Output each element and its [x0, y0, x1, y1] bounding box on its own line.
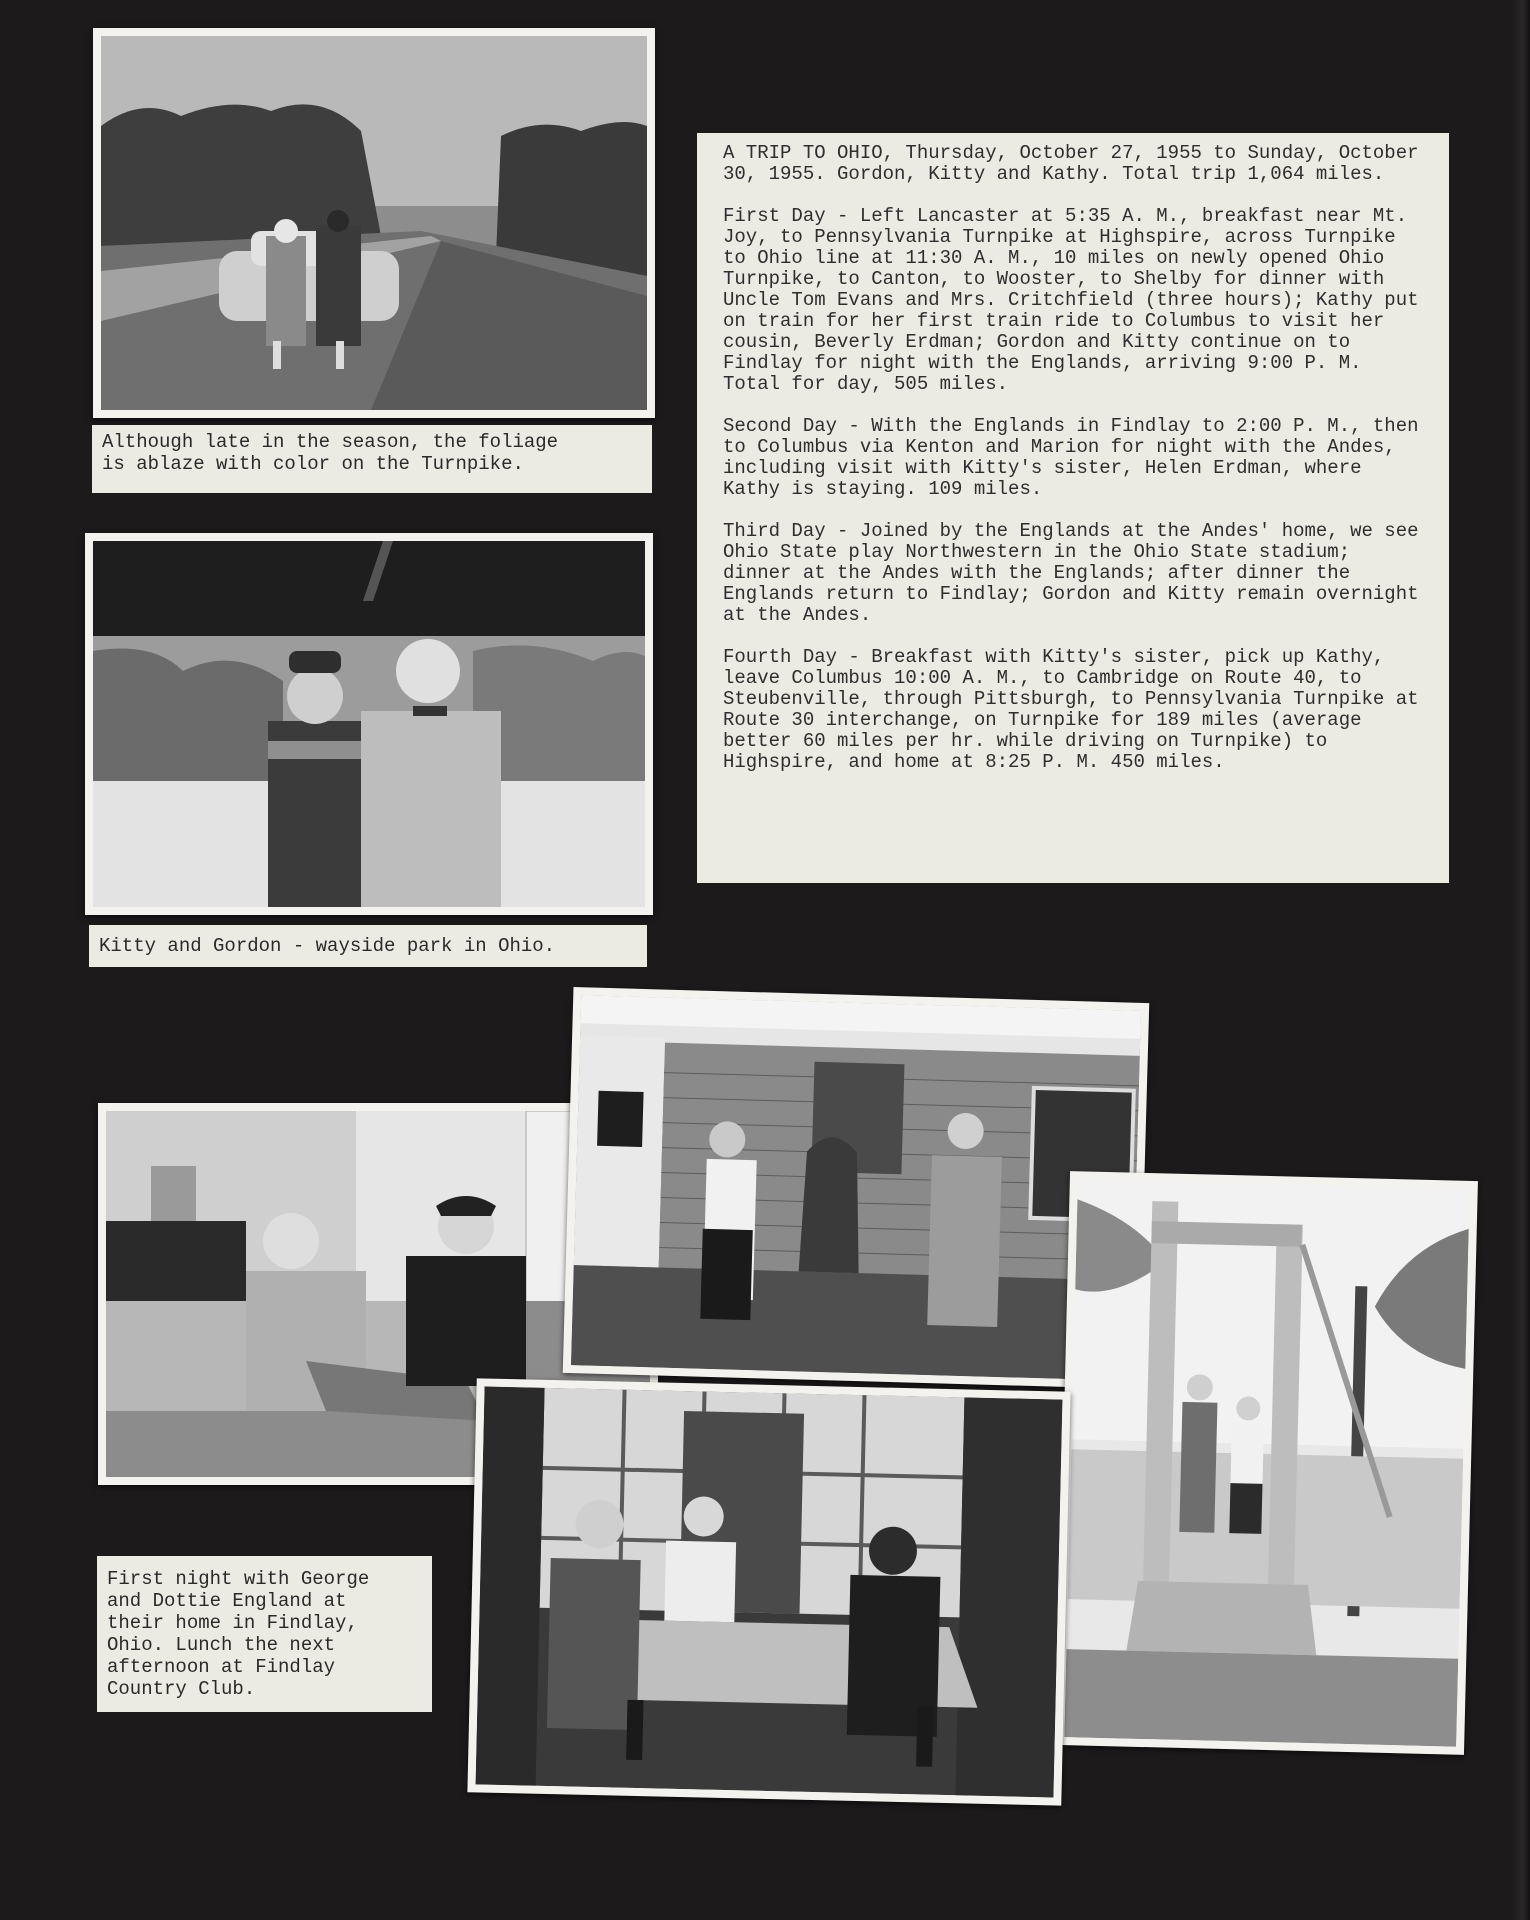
caption-turnpike: Although late in the season, the foliage is ablaze with color on the Turnpike. [92, 425, 652, 493]
brick-house-image [571, 995, 1141, 1380]
turnpike-scene-image [101, 36, 647, 410]
photo-turnpike-car [93, 28, 655, 418]
trip-summary-paragraph: A TRIP TO OHIO, Thursday, October 27, 1955 to Sunday, October 30, 1955. Gordon, Kitty and Kathy. Total trip 1,064 miles. [723, 142, 1419, 185]
wayside-park-image [93, 541, 645, 907]
lunch-scene-image [476, 1386, 1063, 1797]
fourth-day-paragraph: Fourth Day - Breakfast with Kitty's sister, pick up Kathy, leave Columbus 10:00 A. M., to Cambridge on Route 40, to Steubenville, through Pittsburgh, to Pennsylvania Turnpike at Route 30 interchange, on Turnpike for 189 miles (average better 60 miles per hr. while driving on Turnpike) to Highspire, and home at 8:25 P. M. 450 miles. [723, 646, 1419, 773]
third-day-paragraph: Third Day - Joined by the Englands at the Andes' home, we see Ohio State play Northwestern in the Ohio State stadium; dinner at the Andes with the Englands; after dinner the Englands return to Findlay; Gordon and Kitty remain overnight at the Andes. [723, 520, 1419, 626]
caption-findlay: First night with George and Dottie England at their home in Findlay, Ohio. Lunch the next afternoon at Findlay Country Club. [97, 1556, 432, 1712]
first-day-paragraph: First Day - Left Lancaster at 5:35 A. M., breakfast near Mt. Joy, to Pennsylvania Turnpike at Highspire, across Turnpike to Ohio line at 11:30 A. M., 10 miles on newly opened Ohio Turnpike, to Canton, to Wooster, to Shelby for dinner with Uncle Tom Evans and Mrs. Critchfield (three hours); Kathy put on train for her first train ride to Columbus to visit her cousin, Beverly Erdman; Gordon and Kitty continue on to Findlay for night with the Englands, arriving 9:00 P. M. Total for day, 505 miles. [723, 205, 1419, 395]
caption-wayside: Kitty and Gordon - wayside park in Ohio. [89, 925, 647, 967]
album-page-edge [1512, 0, 1530, 1920]
footbridge-image [1064, 1179, 1470, 1746]
photo-footbridge [1056, 1171, 1478, 1755]
photo-wayside-park [85, 533, 653, 915]
photo-brick-house [563, 987, 1150, 1389]
photo-country-club-lunch [467, 1378, 1070, 1805]
trip-itinerary-card [697, 133, 1449, 883]
second-day-paragraph: Second Day - With the Englands in Findlay to 2:00 P. M., then to Columbus via Kenton and Marion for night with the Andes, including visit with Kitty's sister, Helen Erdman, where Kathy is staying. 109 miles. [723, 415, 1419, 500]
